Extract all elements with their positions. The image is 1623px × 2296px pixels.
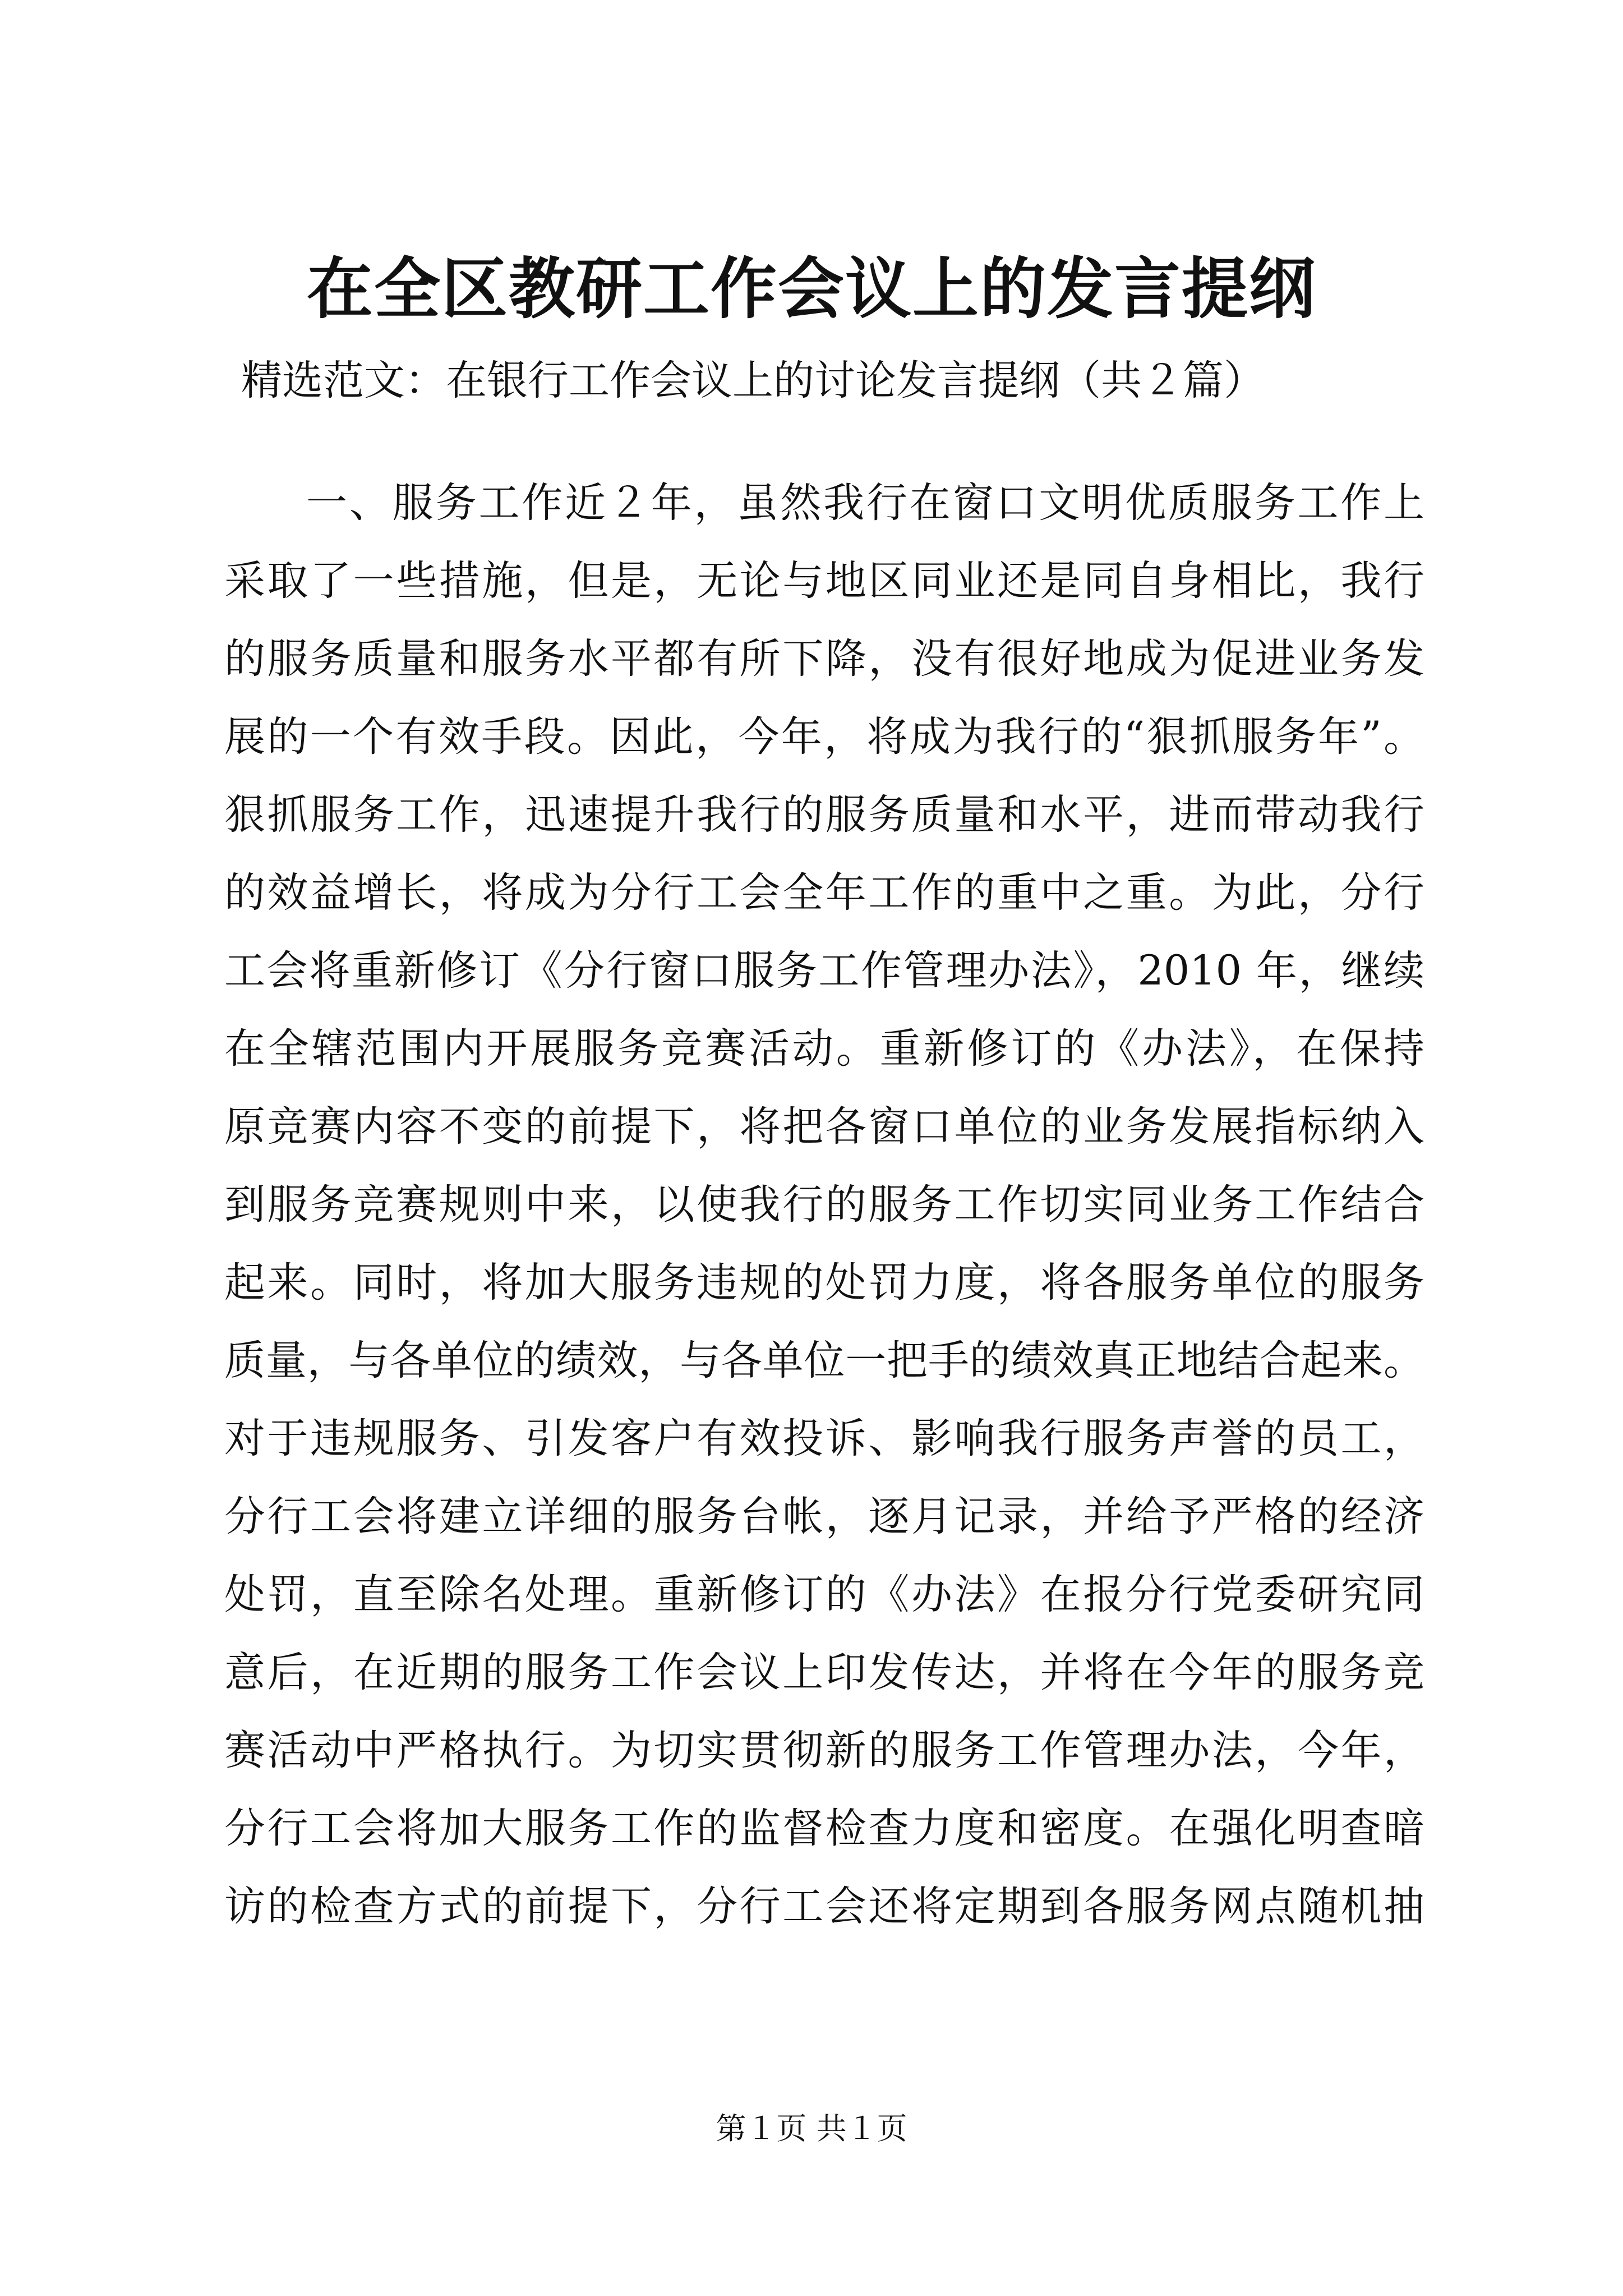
body-line: 起来。同时，将加大服务违规的处罚力度，将各服务单位的服务	[224, 1259, 1424, 1306]
body-line: 工会将重新修订《分行窗口服务工作管理办法》，2010 年，继续	[224, 947, 1424, 995]
body-line: 处罚，直至除名处理。重新修订的《办法》在报分行党委研究同	[224, 1571, 1424, 1618]
body-line: 狠抓服务工作，迅速提升我行的服务质量和水平，进而带动我行	[224, 791, 1424, 839]
body-line: 展的一个有效手段。因此，今年，将成为我行的“狠抓服务年”。	[224, 713, 1424, 761]
body-line: 分行工会将加大服务工作的监督检查力度和密度。在强化明查暗	[224, 1805, 1424, 1852]
body-line: 对于违规服务、引发客户有效投诉、影响我行服务声誉的员工，	[224, 1415, 1424, 1462]
body-line: 到服务竞赛规则中来，以使我行的服务工作切实同业务工作结合	[224, 1181, 1424, 1228]
body-line: 的效益增长，将成为分行工会全年工作的重中之重。为此，分行	[224, 869, 1424, 917]
body-line: 意后，在近期的服务工作会议上印发传达，并将在今年的服务竞	[224, 1649, 1424, 1696]
body-line: 的服务质量和服务水平都有所下降，没有很好地成为促进业务发	[224, 635, 1424, 683]
body-line: 分行工会将建立详细的服务台帐，逐月记录，并给予严格的经济	[224, 1493, 1424, 1540]
body-line: 质量，与各单位的绩效，与各单位一把手的绩效真正地结合起来。	[224, 1337, 1424, 1384]
body-line: 在全辖范围内开展服务竞赛活动。重新修订的《办法》，在保持	[224, 1025, 1424, 1073]
body-line: 原竞赛内容不变的前提下，将把各窗口单位的业务发展指标纳入	[224, 1103, 1424, 1151]
page-footer: 第１页 共１页	[716, 2111, 907, 2146]
body-line: 一、服务工作近２年，虽然我行在窗口文明优质服务工作上	[306, 479, 1424, 527]
body-text	[224, 472, 1424, 1954]
body-line: 赛活动中严格执行。为切实贯彻新的服务工作管理办法，今年，	[224, 1727, 1424, 1774]
document-title: 在全区教研工作会议上的发言提纲	[306, 250, 1316, 328]
body-line: 访的检查方式的前提下，分行工会还将定期到各服务网点随机抽	[224, 1883, 1424, 1930]
document-subtitle: 精选范文：在银行工作会议上的讨论发言提纲（共２篇）	[241, 357, 1265, 404]
body-line: 采取了一些措施，但是，无论与地区同业还是同自身相比，我行	[224, 557, 1424, 605]
